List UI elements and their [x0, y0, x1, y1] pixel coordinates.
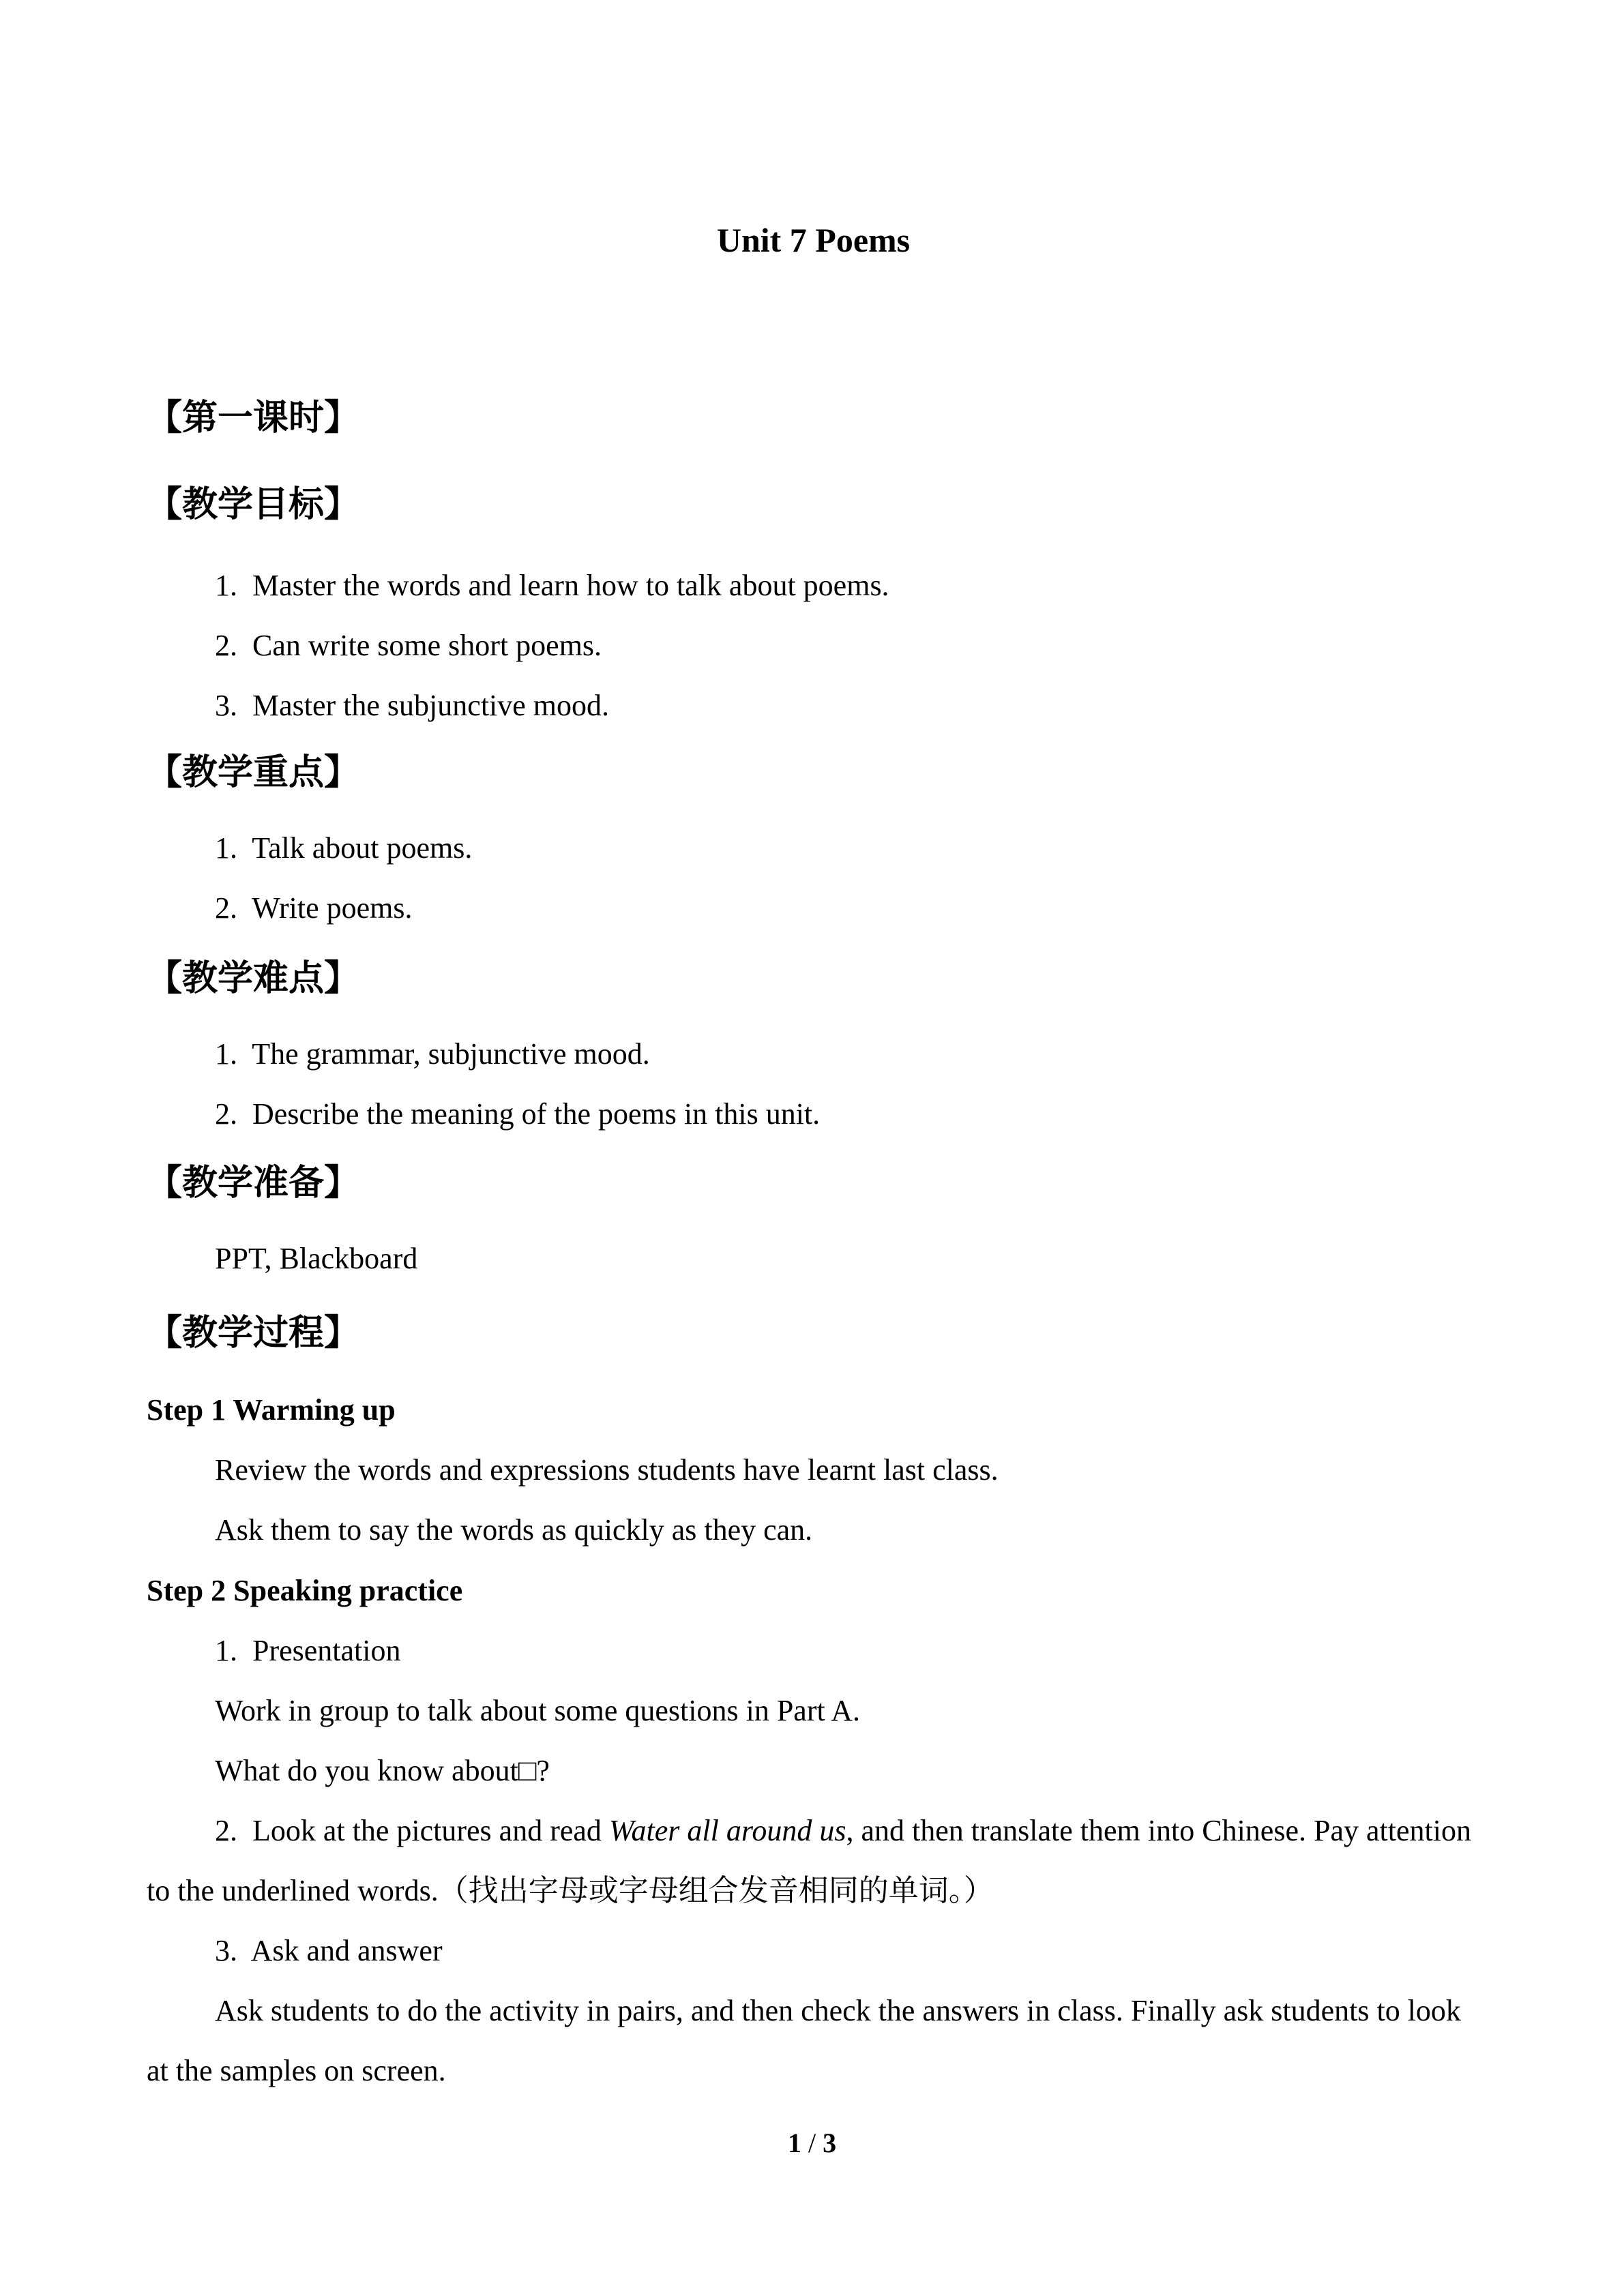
page-number-separator: / [801, 2128, 823, 2158]
step-2-item-2 [147, 1801, 1480, 1921]
page-number-footer [0, 2128, 1624, 2159]
heading-teaching-preparation: 【教学准备】 [147, 1164, 360, 1203]
difficulty-item-1: 1. The grammar, subjunctive mood. [215, 1037, 650, 1071]
step-2-item-1: 1. Presentation [215, 1634, 401, 1667]
step-2-item-2-text: 2. Look at the pictures and read [215, 1814, 609, 1847]
step-2-line-2: What do you know about□? [215, 1754, 550, 1787]
heading-session-1: 【第一课时】 [147, 399, 360, 438]
document-title: Unit 7 Poems [716, 221, 911, 259]
step-2-line-3: Ask students to do the activity in pairs, and then check the answers in class. Finally ask students to look at the samples on screen. [147, 1994, 1461, 2087]
step-2-item-2-text-cont: , and then translate them into Chinese. Pay attention to the underlined words.（找出字母或字母组合发音相同的单词。） [147, 1814, 1471, 1907]
document-content [147, 0, 1480, 2101]
step-2-item-3: 3. Ask and answer [215, 1934, 443, 1967]
step-2-line-1: Work in group to talk about some questions in Part A. [215, 1694, 861, 1727]
key-point-item-1: 1. Talk about poems. [215, 831, 473, 865]
difficulty-item-2: 2. Describe the meaning of the poems in this unit. [215, 1097, 821, 1131]
heading-teaching-difficulties: 【教学难点】 [147, 959, 360, 998]
key-point-item-2: 2. Write poems. [215, 891, 413, 925]
heading-teaching-process: 【教学过程】 [147, 1314, 360, 1353]
heading-teaching-objectives: 【教学目标】 [147, 486, 360, 524]
preparation-text: PPT, Blackboard [215, 1242, 418, 1275]
objective-item-1: 1. Master the words and learn how to talk about poems. [215, 569, 889, 602]
step-1-heading: Step 1 Warming up [147, 1393, 396, 1427]
reading-title-italic: Water all around us [608, 1814, 846, 1847]
step-2-heading: Step 2 Speaking practice [147, 1574, 463, 1607]
heading-teaching-key-points: 【教学重点】 [147, 754, 360, 792]
current-page-number: 1 [787, 2128, 801, 2158]
total-page-count: 3 [823, 2128, 837, 2158]
objective-item-2: 2. Can write some short poems. [215, 629, 602, 662]
step-1-line-1: Review the words and expressions students have learnt last class. [215, 1453, 999, 1487]
objective-item-3: 3. Master the subjunctive mood. [215, 689, 610, 722]
step-1-line-2: Ask them to say the words as quickly as they can. [215, 1513, 813, 1547]
